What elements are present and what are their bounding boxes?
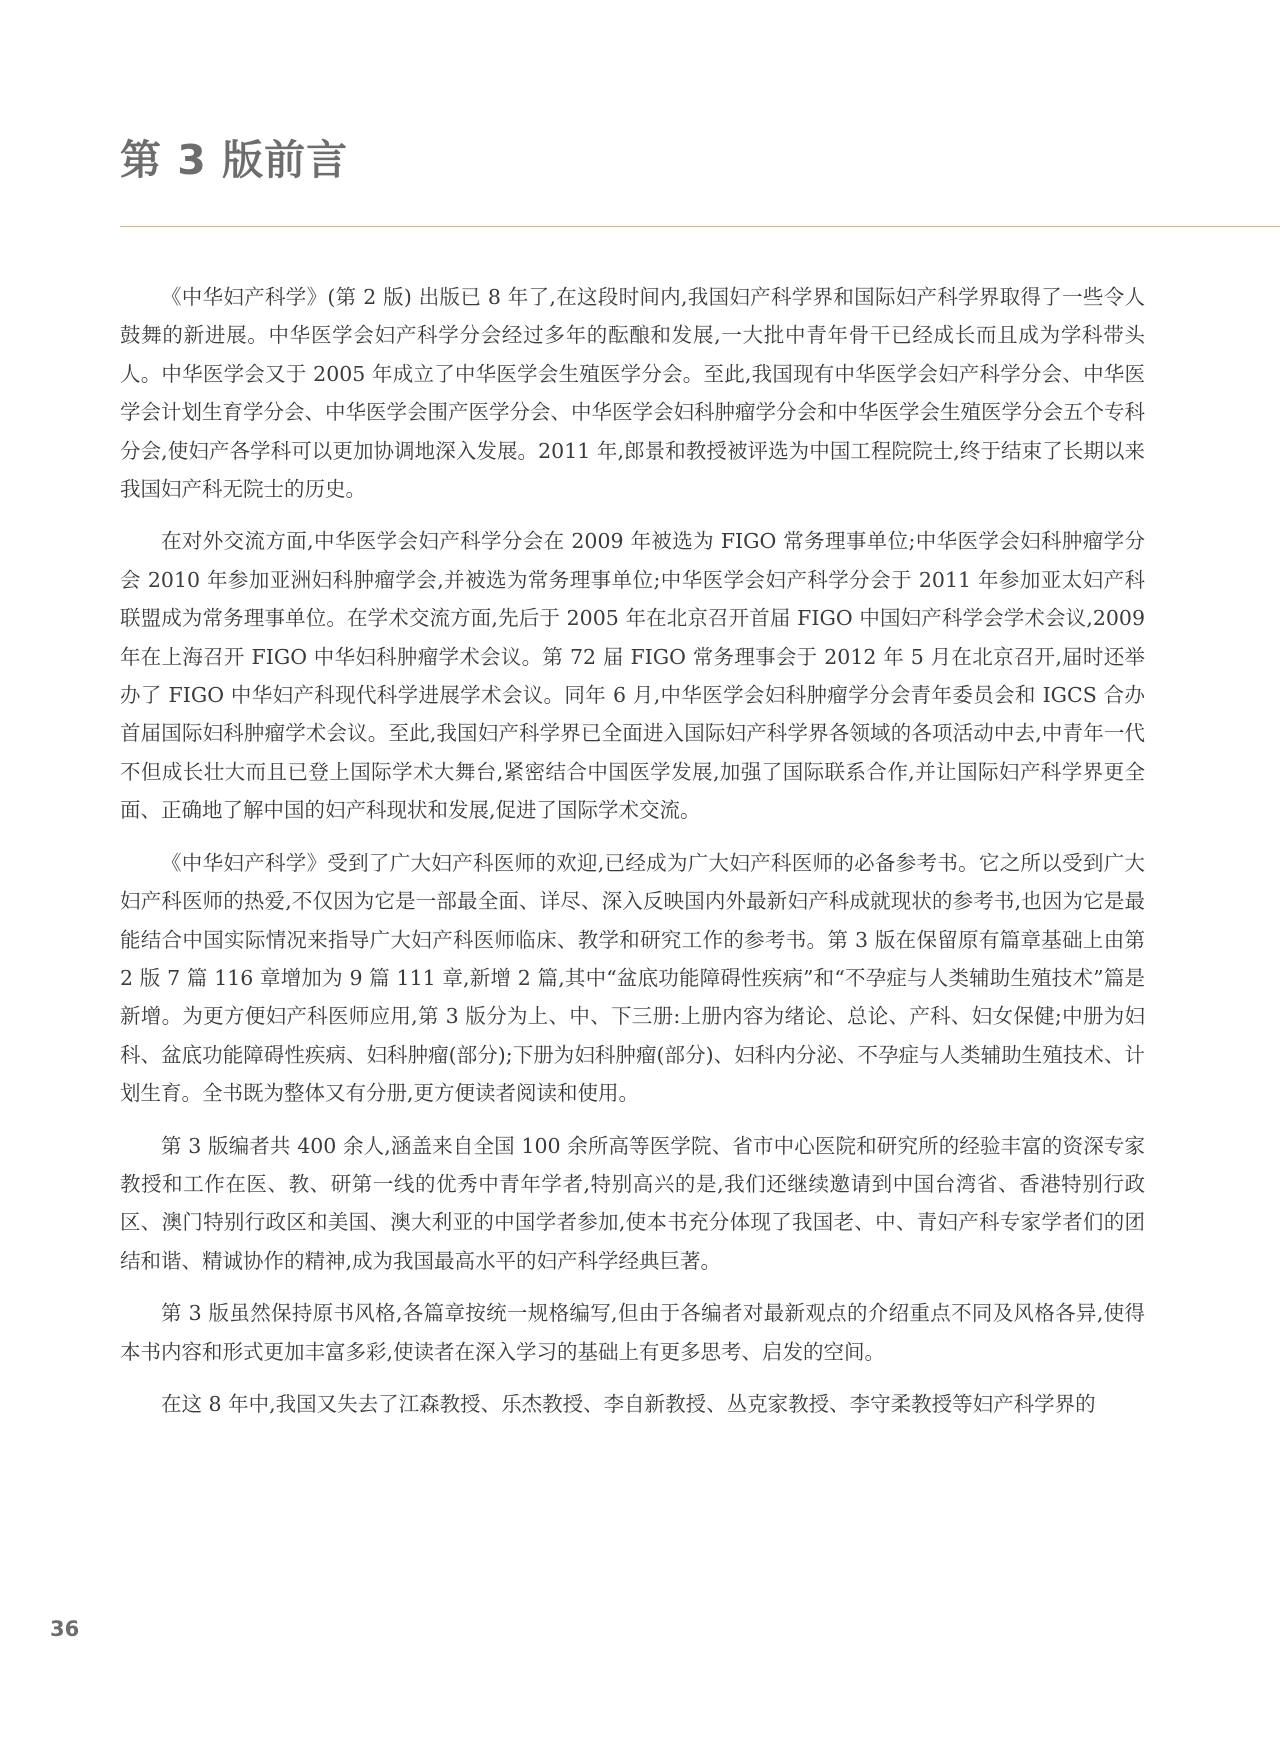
paragraph-2: 在对外交流方面,中华医学会妇产科学分会在 2009 年被选为 FIGO 常务理事单位;中华医学会妇科肿瘤学分会 2010 年参加亚洲妇科肿瘤学会,并被选为常务理事单位;中华医学会妇产科学分会于 2011 年参加亚太妇产科联盟成为常务理事单位。在学术交流方面,先后于 2005 年在北京召开首届 FIGO 中国妇产科学会学术会议,2009 年在上海召开 FIGO 中华妇科肿瘤学术会议。第 72 届 FIGO 常务理事会于 2012 年 5 月在北京召开,届时还举办了 FIGO 中华妇产科现代科学进展学术会议。同年 6 月,中华医学会妇科肿瘤学分会青年委员会和 IGCS 合办首届国际妇科肿瘤学术会议。至此,我国妇产科学界已全面进入国际妇产科学界各领域的各项活动中去,中青年一代不但成长壮大而且已登上国际学术大舞台,紧密结合中国医学发展,加强了国际联系合作,并让国际妇产科学界更全面、正确地了解中国的妇产科现状和发展,促进了国际学术交流。: [120, 529, 1145, 823]
body-text: [120, 278, 1145, 1437]
paragraph-4: 第 3 版编者共 400 余人,涵盖来自全国 100 余所高等医学院、省市中心医院和研究所的经验丰富的资深专家教授和工作在医、教、研第一线的优秀中青年学者,特别高兴的是,我们还继续邀请到中国台湾省、香港特别行政区、澳门特别行政区和美国、澳大利亚的中国学者参加,使本书充分体现了我国老、中、青妇产科专家学者们的团结和谐、精诚协作的精神,成为我国最高水平的妇产科学经典巨著。: [120, 1133, 1145, 1273]
page-number: 36: [50, 1617, 80, 1641]
paragraph-1: 《中华妇产科学》(第 2 版) 出版已 8 年了,在这段时间内,我国妇产科学界和国际妇产科学界取得了一些令人鼓舞的新进展。中华医学会妇产科学分会经过多年的酝酿和发展,一大批中青年骨干已经成长而且成为学科带头人。中华医学会又于 2005 年成立了中华医学会生殖医学分会。至此,我国现有中华医学会妇产科学分会、中华医学会计划生育学分会、中华医学会围产医学分会、中华医学会妇科肿瘤学分会和中华医学会生殖医学分会五个专科分会,使妇产各学科可以更加协调地深入发展。2011 年,郎景和教授被评选为中国工程院院士,终于结束了长期以来我国妇产科无院士的历史。: [120, 285, 1145, 502]
paragraph-3: 《中华妇产科学》受到了广大妇产科医师的欢迎,已经成为广大妇产科医师的必备参考书。它之所以受到广大妇产科医师的热爱,不仅因为它是一部最全面、详尽、深入反映国内外最新妇产科成就现状的参考书,也因为它是最能结合中国实际情况来指导广大妇产科医师临床、教学和研究工作的参考书。第 3 版在保留原有篇章基础上由第 2 版 7 篇 116 章增加为 9 篇 111 章,新增 2 篇,其中“盆底功能障碍性疾病”和“不孕症与人类辅助生殖技术”篇是新增。为更方便妇产科医师应用,第 3 版分为上、中、下三册:上册内容为绪论、总论、产科、妇女保健;中册为妇科、盆底功能障碍性疾病、妇科肿瘤(部分);下册为妇科肿瘤(部分)、妇科内分泌、不孕症与人类辅助生殖技术、计划生育。全书既为整体又有分册,更方便读者阅读和使用。: [120, 850, 1145, 1106]
paragraph-6: 在这 8 年中,我国又失去了江森教授、乐杰教授、李自新教授、丛克家教授、李守柔教授等妇产科学界的: [161, 1391, 1096, 1416]
page-title: 第 3 版前言: [120, 136, 349, 184]
title-divider: [120, 226, 1280, 227]
paragraph-5: 第 3 版虽然保持原书风格,各篇章按统一规格编写,但由于各编者对最新观点的介绍重点不同及风格各异,使得本书内容和形式更加丰富多彩,使读者在深入学习的基础上有更多思考、启发的空间。: [120, 1301, 1145, 1364]
